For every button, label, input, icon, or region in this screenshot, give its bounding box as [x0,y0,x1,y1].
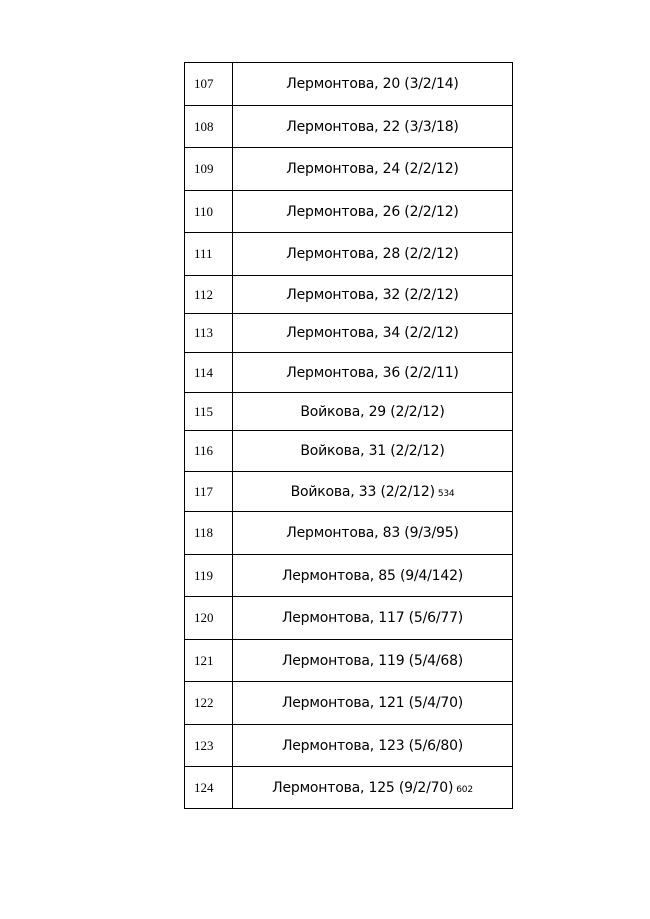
page-note: 602 [456,784,473,795]
address-cell [233,555,513,597]
row-number: 113 [185,314,233,353]
table-row [185,276,513,314]
address-text: Лермонтова, 34 (2/2/12) [286,325,459,341]
address-text: Лермонтова, 26 (2/2/12) [286,203,459,220]
table-row [185,63,513,106]
table-row [185,353,513,393]
address-text: Лермонтова, 83 (9/3/95) [286,525,459,541]
address-cell [233,106,513,148]
row-number: 115 [185,393,233,431]
address-text: Войкова, 33 (2/2/12) [290,483,435,500]
address-cell [233,597,513,640]
row-number: 114 [185,353,233,393]
address-text: Лермонтова, 85 (9/4/142) [281,567,464,584]
row-number: 107 [185,63,233,106]
row-number: 117 [185,472,233,512]
address-text: Лермонтова, 36 (2/2/11) [286,364,459,381]
table-row [185,148,513,191]
row-number: 112 [185,276,233,314]
row-number: 111 [185,233,233,276]
address-cell [233,682,513,725]
table-row [185,555,513,597]
address-cell [233,512,513,555]
table-row [185,314,513,353]
row-number: 124 [185,767,233,809]
address-cell [233,640,513,682]
table-row [185,640,513,682]
table-row [185,233,513,276]
row-number: 121 [185,640,233,682]
table-row [185,191,513,233]
row-number: 123 [185,725,233,767]
address-cell [233,233,513,276]
address-table [184,62,513,809]
address-cell [233,431,513,472]
address-text: Лермонтова, 20 (3/2/14) [286,76,459,92]
row-number: 109 [185,148,233,191]
address-text: Лермонтова, 117 (5/6/77) [281,610,464,626]
row-number: 118 [185,512,233,555]
table-row [185,682,513,725]
address-text: Лермонтова, 123 (5/6/80) [281,737,464,754]
address-cell [233,353,513,393]
table-row [185,725,513,767]
row-number: 116 [185,431,233,472]
address-cell [233,314,513,353]
address-cell [233,191,513,233]
row-number: 120 [185,597,233,640]
address-text: Лермонтова, 22 (3/3/18) [286,118,459,135]
address-cell [233,725,513,767]
address-cell [233,767,513,809]
table-row [185,106,513,148]
table-row [185,512,513,555]
table-row [185,597,513,640]
row-number: 110 [185,191,233,233]
address-text: Войкова, 29 (2/2/12) [300,403,445,420]
address-text: Лермонтова, 32 (2/2/12) [286,286,459,303]
address-text: Войкова, 31 (2/2/12) [300,443,445,459]
address-cell [233,63,513,106]
table-row [185,472,513,512]
address-text: Лермонтова, 119 (5/4/68) [281,652,464,669]
address-text: Лермонтова, 24 (2/2/12) [286,161,459,177]
table-row [185,431,513,472]
address-cell [233,393,513,431]
address-cell [233,148,513,191]
address-text: Лермонтова, 28 (2/2/12) [286,246,459,262]
row-number: 108 [185,106,233,148]
table-row [185,767,513,809]
address-text: Лермонтова, 125 (9/2/70) [272,779,454,796]
address-cell [233,472,513,512]
row-number: 122 [185,682,233,725]
address-cell [233,276,513,314]
page-note: 534 [437,488,455,499]
address-text: Лермонтова, 121 (5/4/70) [281,695,464,711]
row-number: 119 [185,555,233,597]
table-row [185,393,513,431]
